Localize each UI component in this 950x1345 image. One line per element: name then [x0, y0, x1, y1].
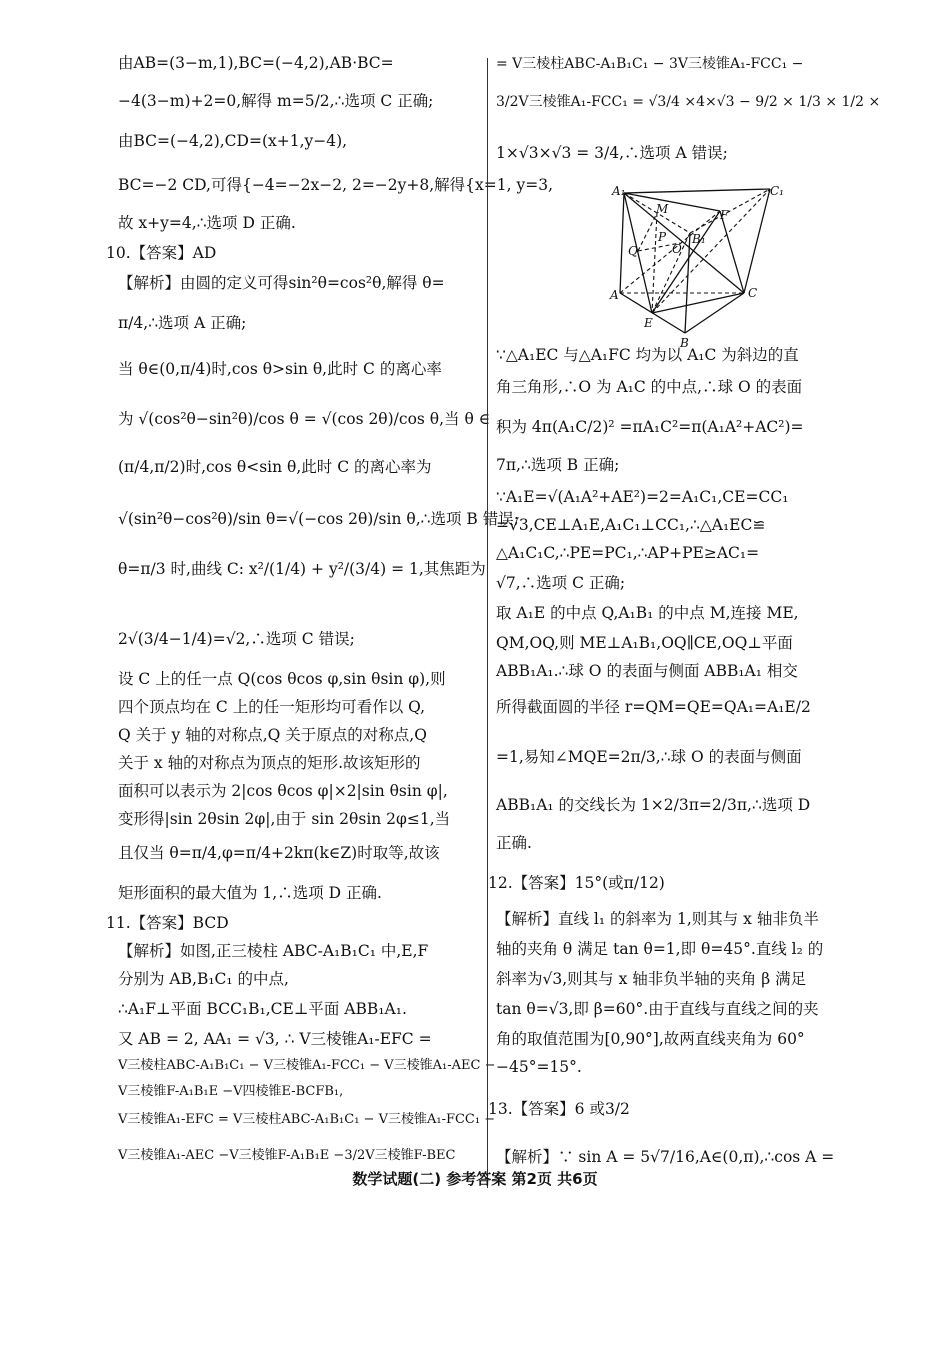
answer-12: 12.【答案】15°(或π/12) — [488, 874, 665, 892]
text-line: θ=π/3 时,曲线 C: x²/(1/4) + y²/(3/4) = 1,其焦距为 — [118, 560, 486, 578]
label-A: A — [610, 288, 619, 302]
text-line: ABB₁A₁.∴球 O 的表面与侧面 ABB₁A₁ 相交 — [496, 662, 798, 680]
text-line: 设 C 上的任一点 Q(cos θcos φ,sin θsin φ),则 — [118, 670, 446, 688]
text-line: (π/4,π/2)时,cos θ<sin θ,此时 C 的离心率为 — [118, 458, 432, 476]
text-line: tan θ=√3,即 β=60°.由于直线与直线之间的夹 — [496, 1000, 819, 1018]
label-P: P — [658, 230, 667, 244]
label-O: O — [672, 242, 682, 256]
text-line: 所得截面圆的半径 r=QM=QE=QA₁=A₁E/2 — [496, 698, 811, 716]
label-C1: C₁ — [770, 184, 784, 198]
answer-11: 11.【答案】BCD — [106, 914, 229, 932]
text-line: 角三角形,∴O 为 A₁C 的中点,∴球 O 的表面 — [496, 378, 803, 396]
text-line: 正确. — [496, 834, 532, 852]
text-line: 且仅当 θ=π/4,φ=π/4+2kπ(k∈Z)时取等,故该 — [118, 844, 440, 862]
text-line: 【解析】如图,正三棱柱 ABC-A₁B₁C₁ 中,E,F — [118, 942, 429, 960]
text-line: 【解析】直线 l₁ 的斜率为 1,则其与 x 轴非负半 — [496, 910, 819, 928]
text-line: 为 √(cos²θ−sin²θ)/cos θ = √(cos 2θ)/cos θ,当 θ ∈ — [118, 410, 491, 428]
text-line: 故 x+y=4,∴选项 D 正确. — [118, 214, 296, 232]
text-line: ∵A₁E=√(A₁A²+AE²)=2=A₁C₁,CE=CC₁ — [496, 488, 789, 506]
prism-figure — [520, 183, 784, 351]
label-B1: B₁ — [692, 232, 706, 246]
column-divider — [487, 58, 488, 1188]
text-line: =1,易知∠MQE=2π/3,∴球 O 的表面与侧面 — [496, 748, 802, 766]
text-line: V三棱锥A₁-AEC −V三棱锥F-A₁B₁E −3/2V三棱锥F-BEC — [118, 1148, 456, 1163]
text-line: 斜率为√3,则其与 x 轴非负半轴的夹角 β 满足 — [496, 970, 807, 988]
text-line: 关于 x 轴的对称点为顶点的矩形.故该矩形的 — [118, 754, 421, 772]
text-line: −45°=15°. — [496, 1058, 582, 1076]
text-line: QM,OQ,则 ME⊥A₁B₁,OQ∥CE,OQ⊥平面 — [496, 634, 793, 652]
label-E: E — [644, 316, 653, 330]
text-line: 积为 4π(A₁C/2)² =πA₁C²=π(A₁A²+AC²)= — [496, 418, 804, 436]
text-line: 7π,∴选项 B 正确; — [496, 456, 620, 474]
answer-10: 10.【答案】AD — [106, 244, 217, 262]
text-line: 【解析】∵ sin A = 5√7/16,A∈(0,π),∴cos A = — [496, 1148, 835, 1166]
page-footer: 数学试题(二) 参考答案 第2页 共6页 — [352, 1170, 598, 1188]
text-line: 取 A₁E 的中点 Q,A₁B₁ 的中点 M,连接 ME, — [496, 604, 799, 622]
text-line: BC=−2 CD,可得{−4=−2x−2, 2=−2y+8,解得{x=1, y=3, — [118, 176, 554, 194]
text-line: ∵△A₁EC 与△A₁FC 均为以 A₁C 为斜边的直 — [496, 346, 799, 364]
label-M: M — [656, 202, 669, 216]
text-line: V三棱锥F-A₁B₁E −V四棱锥E-BCFB₁, — [118, 1084, 344, 1099]
text-line: 又 AB = 2, AA₁ = √3, ∴ V三棱锥A₁-EFC = — [118, 1030, 432, 1048]
label-Q: Q — [628, 244, 638, 258]
label-F: F — [720, 208, 729, 222]
text-line: π/4,∴选项 A 正确; — [118, 314, 247, 332]
text-line: √(sin²θ−cos²θ)/sin θ=√(−cos 2θ)/sin θ,∴选项 B 错误; — [118, 510, 519, 528]
text-line: 面积可以表示为 2|cos θcos φ|×2|sin θsin φ|, — [118, 782, 448, 800]
text-line: V三棱锥A₁-EFC = V三棱柱ABC-A₁B₁C₁ − V三棱锥A₁-FCC₁ − — [118, 1112, 496, 1127]
text-line: √7,∴选项 C 正确; — [496, 574, 626, 592]
text-line: ABB₁A₁ 的交线长为 1×2/3π=2/3π,∴选项 D — [496, 796, 811, 814]
answer-13: 13.【答案】6 或3/2 — [488, 1100, 630, 1118]
text-line: −4(3−m)+2=0,解得 m=5/2,∴选项 C 正确; — [118, 92, 434, 110]
text-line: 四个顶点均在 C 上的任一矩形均可看作以 Q, — [118, 698, 426, 716]
text-line: 1×√3×√3 = 3/4,∴选项 A 错误; — [496, 144, 728, 162]
text-line: 【解析】由圆的定义可得sin²θ=cos²θ,解得 θ= — [118, 274, 445, 292]
label-B: B — [680, 336, 689, 350]
text-line: = V三棱柱ABC-A₁B₁C₁ − 3V三棱锥A₁-FCC₁ − — [496, 56, 804, 72]
text-line: 由BC=(−4,2),CD=(x+1,y−4), — [118, 132, 348, 150]
label-C: C — [748, 286, 758, 300]
text-line: 矩形面积的最大值为 1,∴选项 D 正确. — [118, 884, 382, 902]
prism-diagram — [520, 183, 784, 351]
text-line: △A₁C₁C,∴PE=PC₁,∴AP+PE≥AC₁= — [496, 544, 760, 562]
text-line: 轴的夹角 θ 满足 tan θ=1,即 θ=45°.直线 l₂ 的 — [496, 940, 824, 958]
text-line: 3/2V三棱锥A₁-FCC₁ = √3/4 ×4×√3 − 9/2 × 1/3 × 1/2 × — [496, 94, 881, 110]
text-line: 分别为 AB,B₁C₁ 的中点, — [118, 970, 289, 988]
text-line: Q 关于 y 轴的对称点,Q 关于原点的对称点,Q — [118, 726, 427, 744]
text-line: ∴A₁F⊥平面 BCC₁B₁,CE⊥平面 ABB₁A₁. — [118, 1000, 407, 1018]
text-line: =√3,CE⊥A₁E,A₁C₁⊥CC₁,∴△A₁EC≌ — [496, 516, 766, 534]
text-line: 当 θ∈(0,π/4)时,cos θ>sin θ,此时 C 的离心率 — [118, 360, 442, 378]
label-A1: A₁ — [612, 184, 626, 198]
text-line: 角的取值范围为[0,90°],故两直线夹角为 60° — [496, 1030, 805, 1048]
text-line: V三棱柱ABC-A₁B₁C₁ − V三棱锥A₁-FCC₁ − V三棱锥A₁-AEC − — [118, 1058, 496, 1073]
text-line: 变形得|sin 2θsin 2φ|,由于 sin 2θsin 2φ≤1,当 — [118, 810, 451, 828]
text-line: 2√(3/4−1/4)=√2,∴选项 C 错误; — [118, 630, 355, 648]
text-line: 由AB=(3−m,1),BC=(−4,2),AB·BC= — [118, 54, 394, 72]
